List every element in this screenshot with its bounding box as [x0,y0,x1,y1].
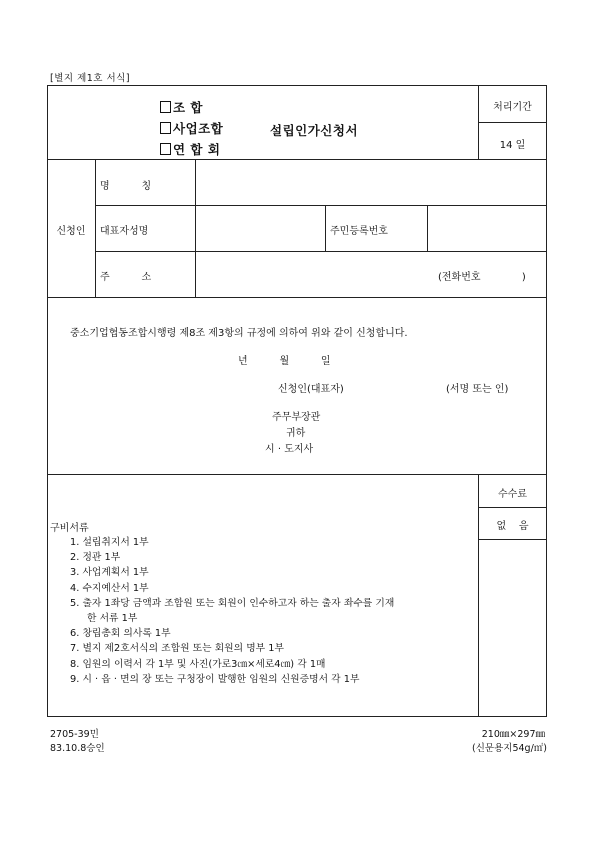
fee-label: 수수료 [498,489,527,500]
honorific: 귀하 [286,428,306,439]
list-item: 7. 별지 제2호서식의 조합원 또는 회원의 명부 1부 [70,643,284,655]
fee-column-divider [478,474,479,717]
list-item: 한 서류 1부 [87,613,138,625]
name-label: 명 칭 [100,181,152,192]
addressee-governor: 시 · 도지사 [265,444,314,455]
list-item: 5. 출자 1좌당 금액과 조합원 또는 회원이 인수하고자 하는 출자 좌수를 기재 [70,597,395,609]
documents-list [70,535,394,687]
list-item: 9. 시 · 읍 · 면의 장 또는 구청장이 발행한 임원의 신원증명서 각 1부 [70,673,360,685]
title-option-federation: 연 합 회 [160,140,220,158]
field-label-divider [195,159,196,297]
resident-number-label: 주민등록번호 [330,226,388,237]
list-item: 2. 정관 1부 [70,552,121,564]
row-divider-1 [95,205,547,206]
rep-divider [325,205,326,251]
checkbox-icon [160,122,171,134]
list-item: 3. 사업계획서 1부 [70,567,149,579]
title-option-business-union: 사업조합 [160,119,223,137]
fee-value: 없 음 [496,521,529,532]
list-item: 6. 창립총회 의사록 1부 [70,628,171,640]
phone-label: (전화번호 ) [438,272,526,283]
form-code: 2705-39민 [50,729,99,740]
address-label: 주 소 [100,272,152,283]
applicant-section-label: 신청인 [56,226,86,237]
application-statement: 중소기업협동조합시행령 제8조 제3항의 규정에 의하여 위와 같이 신청합니다. [70,328,408,339]
documents-heading: 구비서류 [50,523,89,534]
applicant-signature-label: 신청인(대표자) [278,384,344,395]
addressee-minister: 주무부장관 [272,412,321,423]
row-divider-2 [95,251,547,252]
checkbox-icon [160,101,171,113]
applicant-bottom-divider [47,297,547,298]
list-item: 8. 임원의 이력서 각 1부 및 사진(가로3㎝×세로4㎝) 각 1매 [70,658,326,670]
rrn-divider [427,205,428,251]
fee-bottom-divider [478,539,547,540]
header-divider [47,159,547,160]
signature-note: (서명 또는 인) [446,384,509,395]
checkbox-icon [160,143,171,155]
form-label: [별지 제1호 서식] [50,73,131,84]
approval-date: 83.10.8승인 [50,743,105,754]
processing-period-label: 처리기간 [493,102,532,113]
paper-size: 210㎜×297㎜ [481,729,545,740]
form-title: 설립인가신청서 [270,123,359,138]
processing-divider [478,122,547,123]
paper-type: (신문용지54g/㎡) [472,743,547,754]
list-item: 4. 수지예산서 1부 [70,582,149,594]
representative-label: 대표자성명 [100,226,149,237]
date-line: 년 월 일 [238,356,331,367]
list-item: 1. 설립취지서 1부 [70,537,149,548]
title-option-union: 조 합 [160,98,203,116]
applicant-label-divider [95,159,96,297]
fee-divider [478,507,547,508]
processing-period-value: 14 일 [499,140,526,151]
body-bottom-divider [47,474,547,475]
